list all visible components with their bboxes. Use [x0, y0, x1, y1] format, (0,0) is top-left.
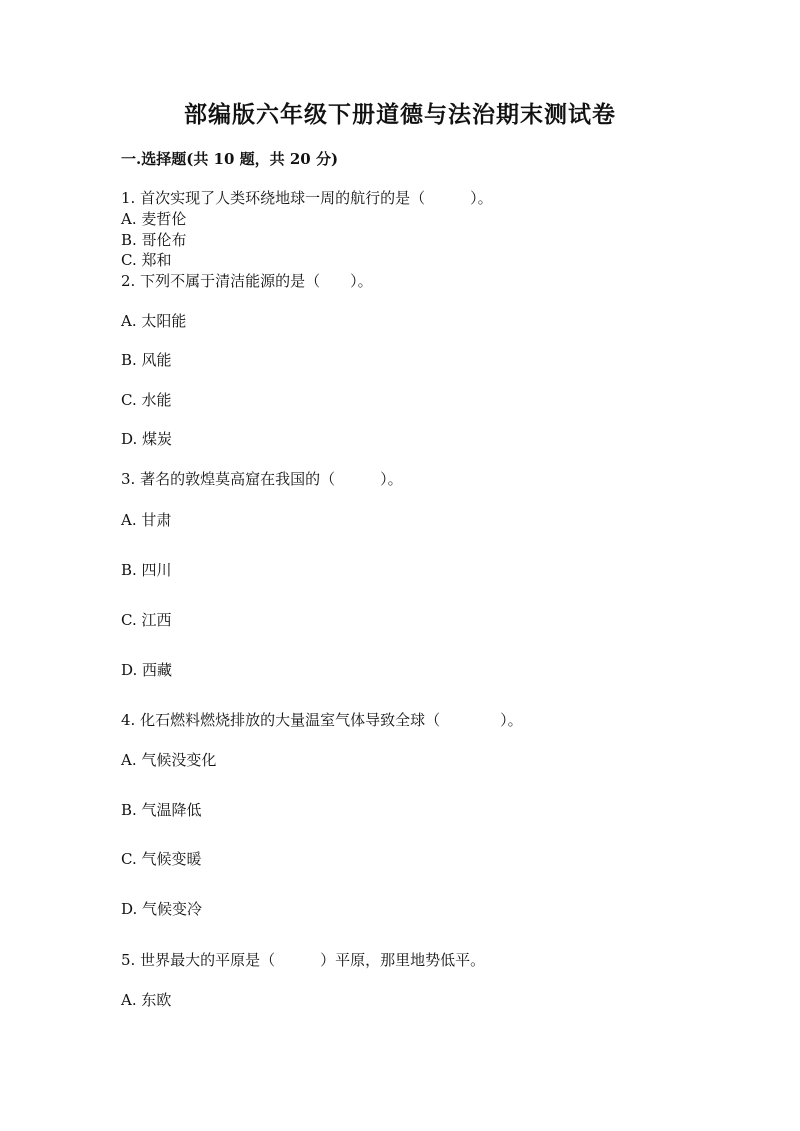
question-2-option-c: C. 水能 [121, 391, 172, 409]
question-1-option-c: C. 郑和 [121, 251, 172, 269]
page-title: 部编版六年级下册道德与法治期末测试卷 [184, 101, 616, 128]
question-2-option-d: D. 煤炭 [121, 430, 173, 448]
question-3-option-a: A. 甘肃 [121, 511, 172, 529]
question-3-option-c: C. 江西 [121, 611, 172, 629]
question-5-option-a: A. 东欧 [121, 991, 172, 1009]
question-2-stem: 2. 下列不属于清洁能源的是（ ）。 [121, 272, 373, 290]
question-2-option-a: A. 太阳能 [121, 312, 187, 330]
question-3-option-d: D. 西藏 [121, 661, 173, 679]
question-4-option-a: A. 气候没变化 [121, 751, 217, 769]
question-4-option-c: C. 气候变暖 [121, 850, 202, 868]
question-1-stem: 1. 首次实现了人类环绕地球一周的航行的是（ ）。 [121, 189, 493, 207]
question-4-option-d: D. 气候变冷 [121, 900, 203, 918]
question-2-option-b: B. 风能 [121, 351, 172, 369]
question-5-stem: 5. 世界最大的平原是（ ）平原，那里地势低平。 [121, 951, 486, 969]
question-1-option-a: A. 麦哲伦 [121, 210, 187, 228]
question-1-option-b: B. 哥伦布 [121, 231, 187, 249]
question-4-stem: 4. 化石燃料燃烧排放的大量温室气体导致全球（ ）。 [121, 711, 523, 729]
question-3-stem: 3. 著名的敦煌莫高窟在我国的（ ）。 [121, 470, 403, 488]
question-4-option-b: B. 气温降低 [121, 801, 202, 819]
section-heading: 一.选择题(共 10 题，共 20 分) [121, 150, 339, 168]
question-3-option-b: B. 四川 [121, 561, 172, 579]
